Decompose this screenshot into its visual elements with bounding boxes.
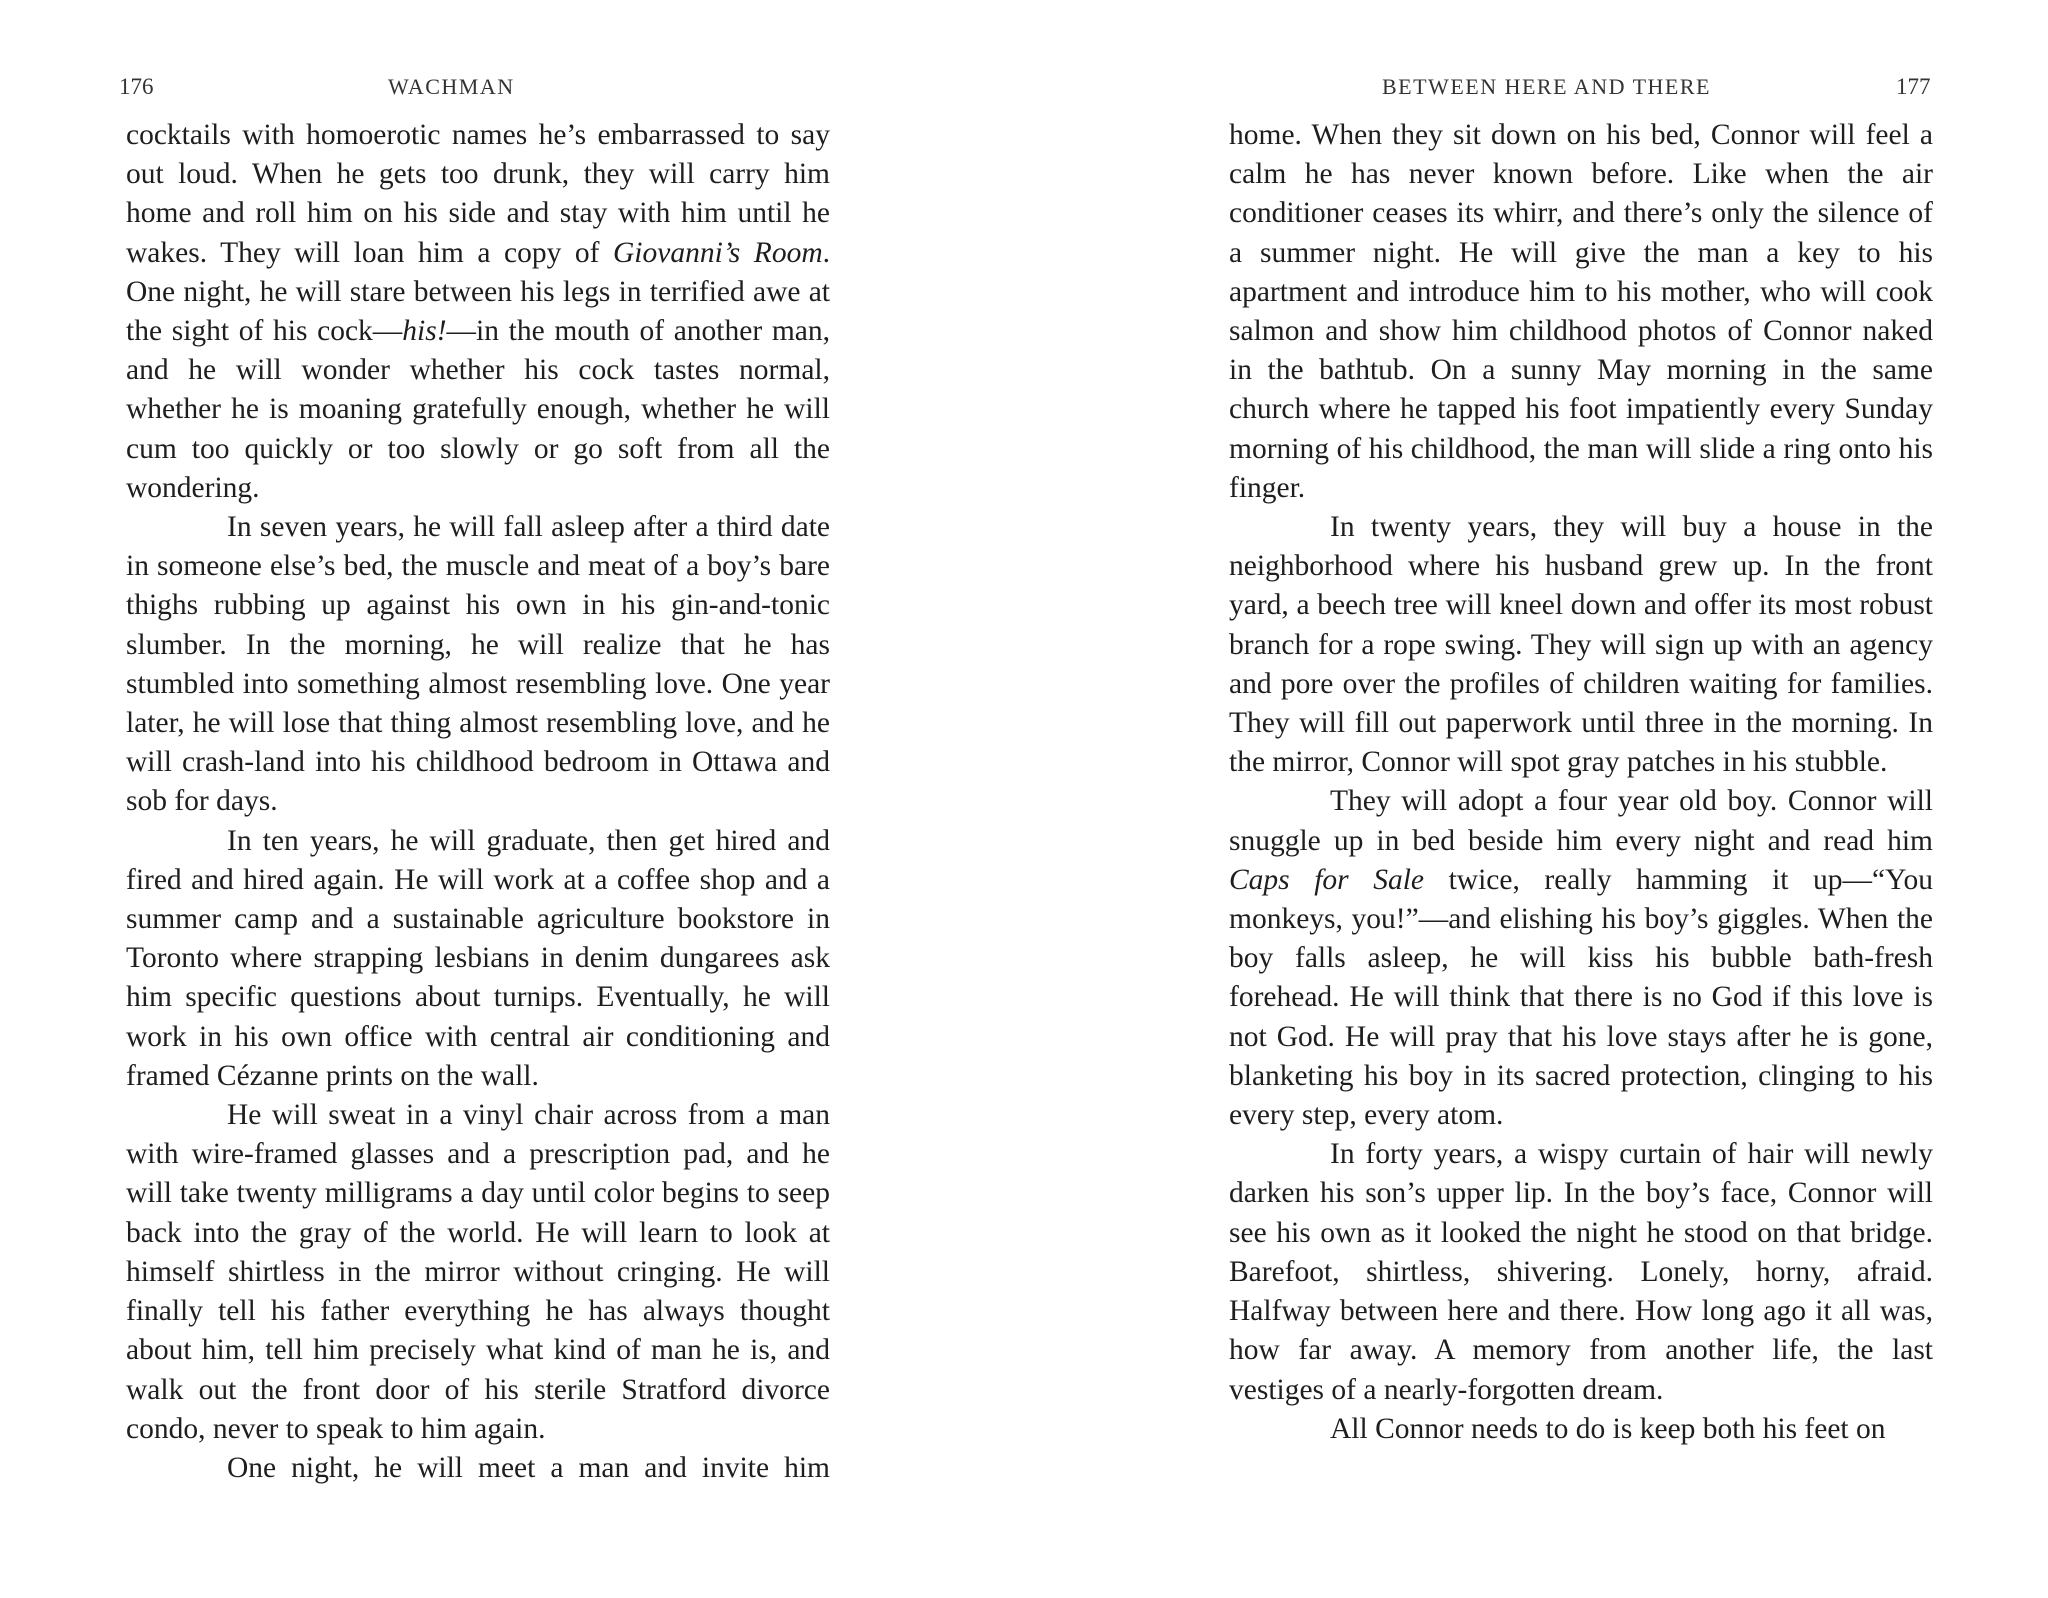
- body-text: In ten years, he will graduate, then get hired and fired and hired again. He will work at a coffee shop and a summer camp and a sustainable agriculture bookstore in Toronto where strapping lesbians in denim dungarees ask him specific questions about turnips. Eventually, he will work in his own office with central air conditioning and framed Cézanne prints on the wall.: [126, 824, 830, 1092]
- body-text: In seven years, he will fall asleep after a third date in someone else’s bed, the muscle and meat of a boy’s bare thighs rubbing up against his own in his gin-and-tonic slumber. In the morning, he will realize that he has stumbled into something almost resembling love. One year later, he will lose that thing almost resembling love, and he will crash-land into his childhood bedroom in Ottawa and sob for days.: [126, 511, 830, 818]
- body-text: He will sweat in a vinyl chair across from a man with wire-framed glasses and a prescription pad, and he will take twenty milligrams a day until color begins to seep back into the gray of the world. He will learn to look at himself shirtless in the mirror without cringing. He will finally tell his father everything he has always thought about him, tell him precisely what kind of man he is, and walk out the front door of his sterile Stratford divorce condo, never to speak to him again.: [126, 1099, 830, 1445]
- paragraph: [126, 1096, 830, 1449]
- body-text: In twenty years, they will buy a house in the neighborhood where his husband grew up. In the front yard, a beech tree will kneel down and offer its most robust branch for a rope swing. They will sign up with an agency and pore over the profiles of children waiting for families. They will fill out paperwork until three in the morning. In the mirror, Connor will spot gray patches in his stubble.: [1229, 511, 1933, 779]
- paragraph: [126, 508, 830, 822]
- paragraph: [126, 1449, 830, 1488]
- paragraph: [126, 116, 830, 508]
- paragraph: [1229, 782, 1933, 1135]
- left-text-block: [126, 116, 830, 1488]
- body-text: home. When they sit down on his bed, Connor will feel a calm he has never known before. Like when the air conditioner ceases its whirr, and there’s only the silence of a summer night. He will give the man a key to his apartment and introduce him to his mother, who will cook salmon and show him childhood photos of Connor naked in the bathtub. On a sunny May morning in the same church where he tapped his foot impatiently every Sunday morning of his childhood, the man will slide a ring onto his finger.: [1229, 119, 1933, 504]
- running-head-author: WACHMAN: [388, 74, 515, 99]
- page-number: 177: [1896, 74, 1931, 99]
- running-head-title: BETWEEN HERE AND THERE: [1382, 74, 1711, 99]
- paragraph: [1229, 1410, 1933, 1449]
- body-text: cocktails with homoerotic names he’s embarrassed to say out loud. When he gets too drunk, they will carry him home and roll him on his side and stay with him until he wakes. They will loan him a copy of: [126, 119, 830, 269]
- body-text: They will adopt a four year old boy. Connor will snuggle up in bed beside him every night and read him: [1229, 785, 1933, 857]
- body-text: One night, he will meet a man and invite him: [227, 1451, 830, 1484]
- italic-title-text: Caps for Sale: [1229, 863, 1424, 896]
- italic-title-text: Giovanni’s Room: [612, 236, 823, 269]
- body-text: —in the mouth of another man, and he will wonder whether his cock tastes normal, whether he is moaning gratefully enough, whether he will cum too quickly or too slowly or go soft from all the wondering.: [126, 315, 830, 504]
- right-page: [1024, 0, 2048, 1598]
- right-text-block: [1229, 116, 1933, 1449]
- paragraph: [1229, 1135, 1933, 1409]
- body-text: twice, really hamming it up—“You monkeys, you!”—and elishing his boy’s giggles. When the boy falls asleep, he will kiss his bubble bath-fresh forehead. He will think that there is no God if this love is not God. He will pray that his love stays after he is gone, blanketing his boy in its sacred protection, clinging to his every step, every atom.: [1229, 863, 1933, 1132]
- paragraph: [1229, 508, 1933, 782]
- body-text: In forty years, a wispy curtain of hair will newly darken his son’s upper lip. In the boy’s face, Connor will see his own as it looked the night he stood on that bridge. Barefoot, shirtless, shivering. Lonely, horny, afraid. Halfway between here and there. How long ago it all was, how far away. A memory from another life, the last vestiges of a nearly-forgotten dream.: [1229, 1138, 1933, 1406]
- body-text: . One night, he will stare between his legs in terrified awe at the sight of his cock—: [126, 236, 830, 348]
- paragraph: [126, 822, 830, 1096]
- italic-title-text: his!: [402, 315, 447, 348]
- body-text: All Connor needs to do is keep both his feet on: [1330, 1412, 1886, 1445]
- paragraph: [1229, 116, 1933, 508]
- page-number: 176: [119, 74, 154, 99]
